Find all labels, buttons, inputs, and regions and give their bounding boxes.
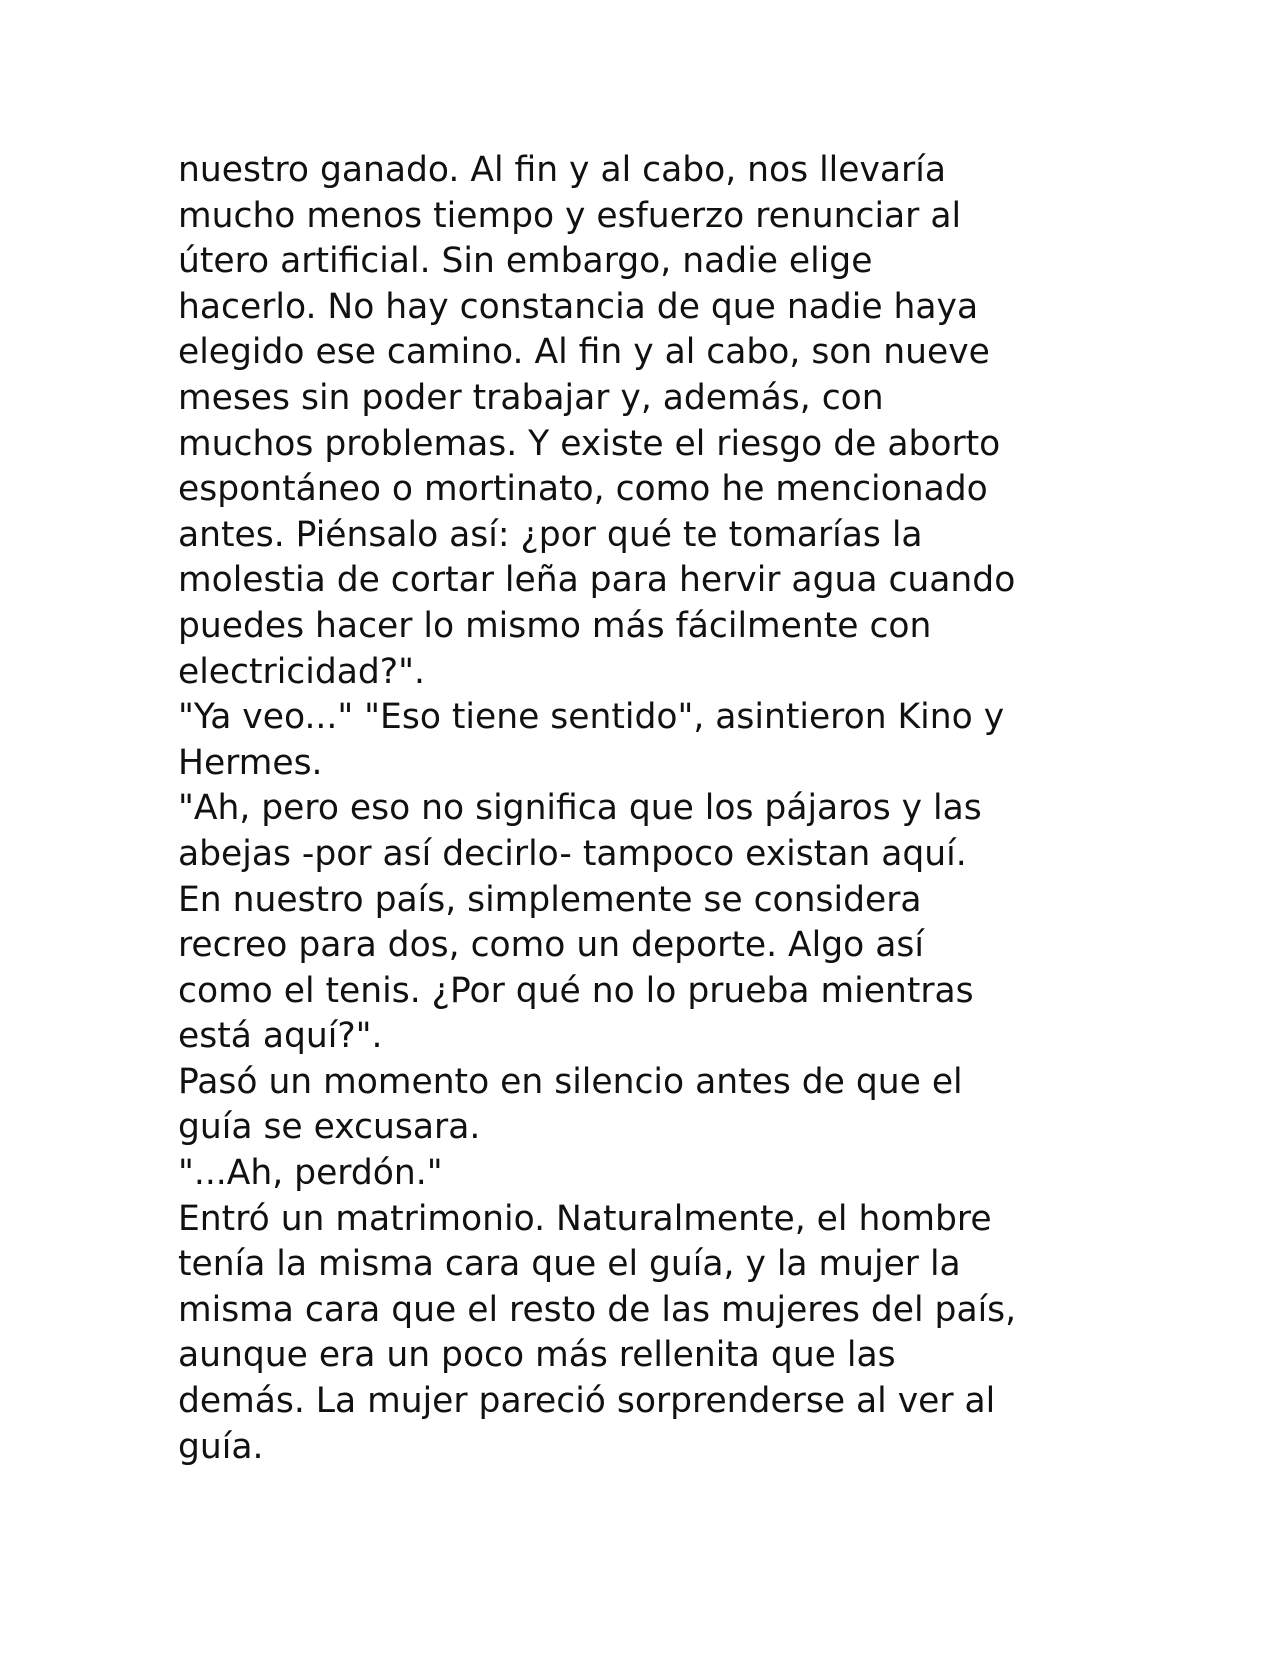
text-line: aunque era un poco más rellenita que las (178, 1335, 896, 1376)
paragraph-2 (178, 695, 1118, 786)
text-line: mucho menos tiempo y esfuerzo renunciar al (178, 195, 962, 236)
text-line: está aquí?". (178, 1016, 383, 1057)
text-line: electricidad?". (178, 651, 425, 692)
text-line: elegido ese camino. Al fin y al cabo, son nueve (178, 332, 990, 373)
text-line: Pasó un momento en silencio antes de que el (178, 1061, 963, 1102)
text-line: antes. Piénsalo así: ¿por qué te tomarías la (178, 514, 923, 555)
text-line: muchos problemas. Y existe el riesgo de aborto (178, 423, 1001, 464)
text-line: útero artificial. Sin embargo, nadie elige (178, 241, 873, 282)
text-line: puedes hacer lo mismo más fácilmente con (178, 605, 932, 646)
text-line: tenía la misma cara que el guía, y la mujer la (178, 1244, 961, 1285)
paragraph-6 (178, 1197, 1118, 1471)
text-line: guía se excusara. (178, 1107, 481, 1148)
text-line: nuestro ganado. Al fin y al cabo, nos llevaría (178, 150, 946, 190)
text-line: Entró un matrimonio. Naturalmente, el hombre (178, 1198, 992, 1239)
text-line: hacerlo. No hay constancia de que nadie haya (178, 286, 979, 327)
paragraph-1 (178, 148, 1118, 695)
text-line: misma cara que el resto de las mujeres del país, (178, 1289, 1017, 1330)
paragraph-4 (178, 1060, 1118, 1151)
text-line: espontáneo o mortinato, como he mencionado (178, 469, 988, 510)
text-line: abejas -por así decirlo- tampoco existan aquí. (178, 833, 967, 874)
text-line: recreo para dos, como un deporte. Algo así (178, 925, 924, 966)
body-text (178, 148, 1118, 1470)
text-line: En nuestro país, simplemente se considera (178, 879, 922, 920)
text-line: como el tenis. ¿Por qué no lo prueba mientras (178, 970, 974, 1011)
text-line: "Ya veo..." "Eso tiene sentido", asintieron Kino y (178, 697, 1005, 738)
text-line: demás. La mujer pareció sorprenderse al ver al (178, 1381, 996, 1422)
text-line: meses sin poder trabajar y, además, con (178, 377, 884, 418)
paragraph-3 (178, 786, 1118, 1060)
paragraph-5 (178, 1151, 1118, 1197)
text-line: "...Ah, perdón." (178, 1153, 443, 1194)
text-line: molestia de cortar leña para hervir agua cuando (178, 560, 1016, 601)
text-line: "Ah, pero eso no significa que los pájaros y las (178, 788, 982, 829)
text-line: guía. (178, 1426, 264, 1467)
text-line: Hermes. (178, 742, 323, 783)
